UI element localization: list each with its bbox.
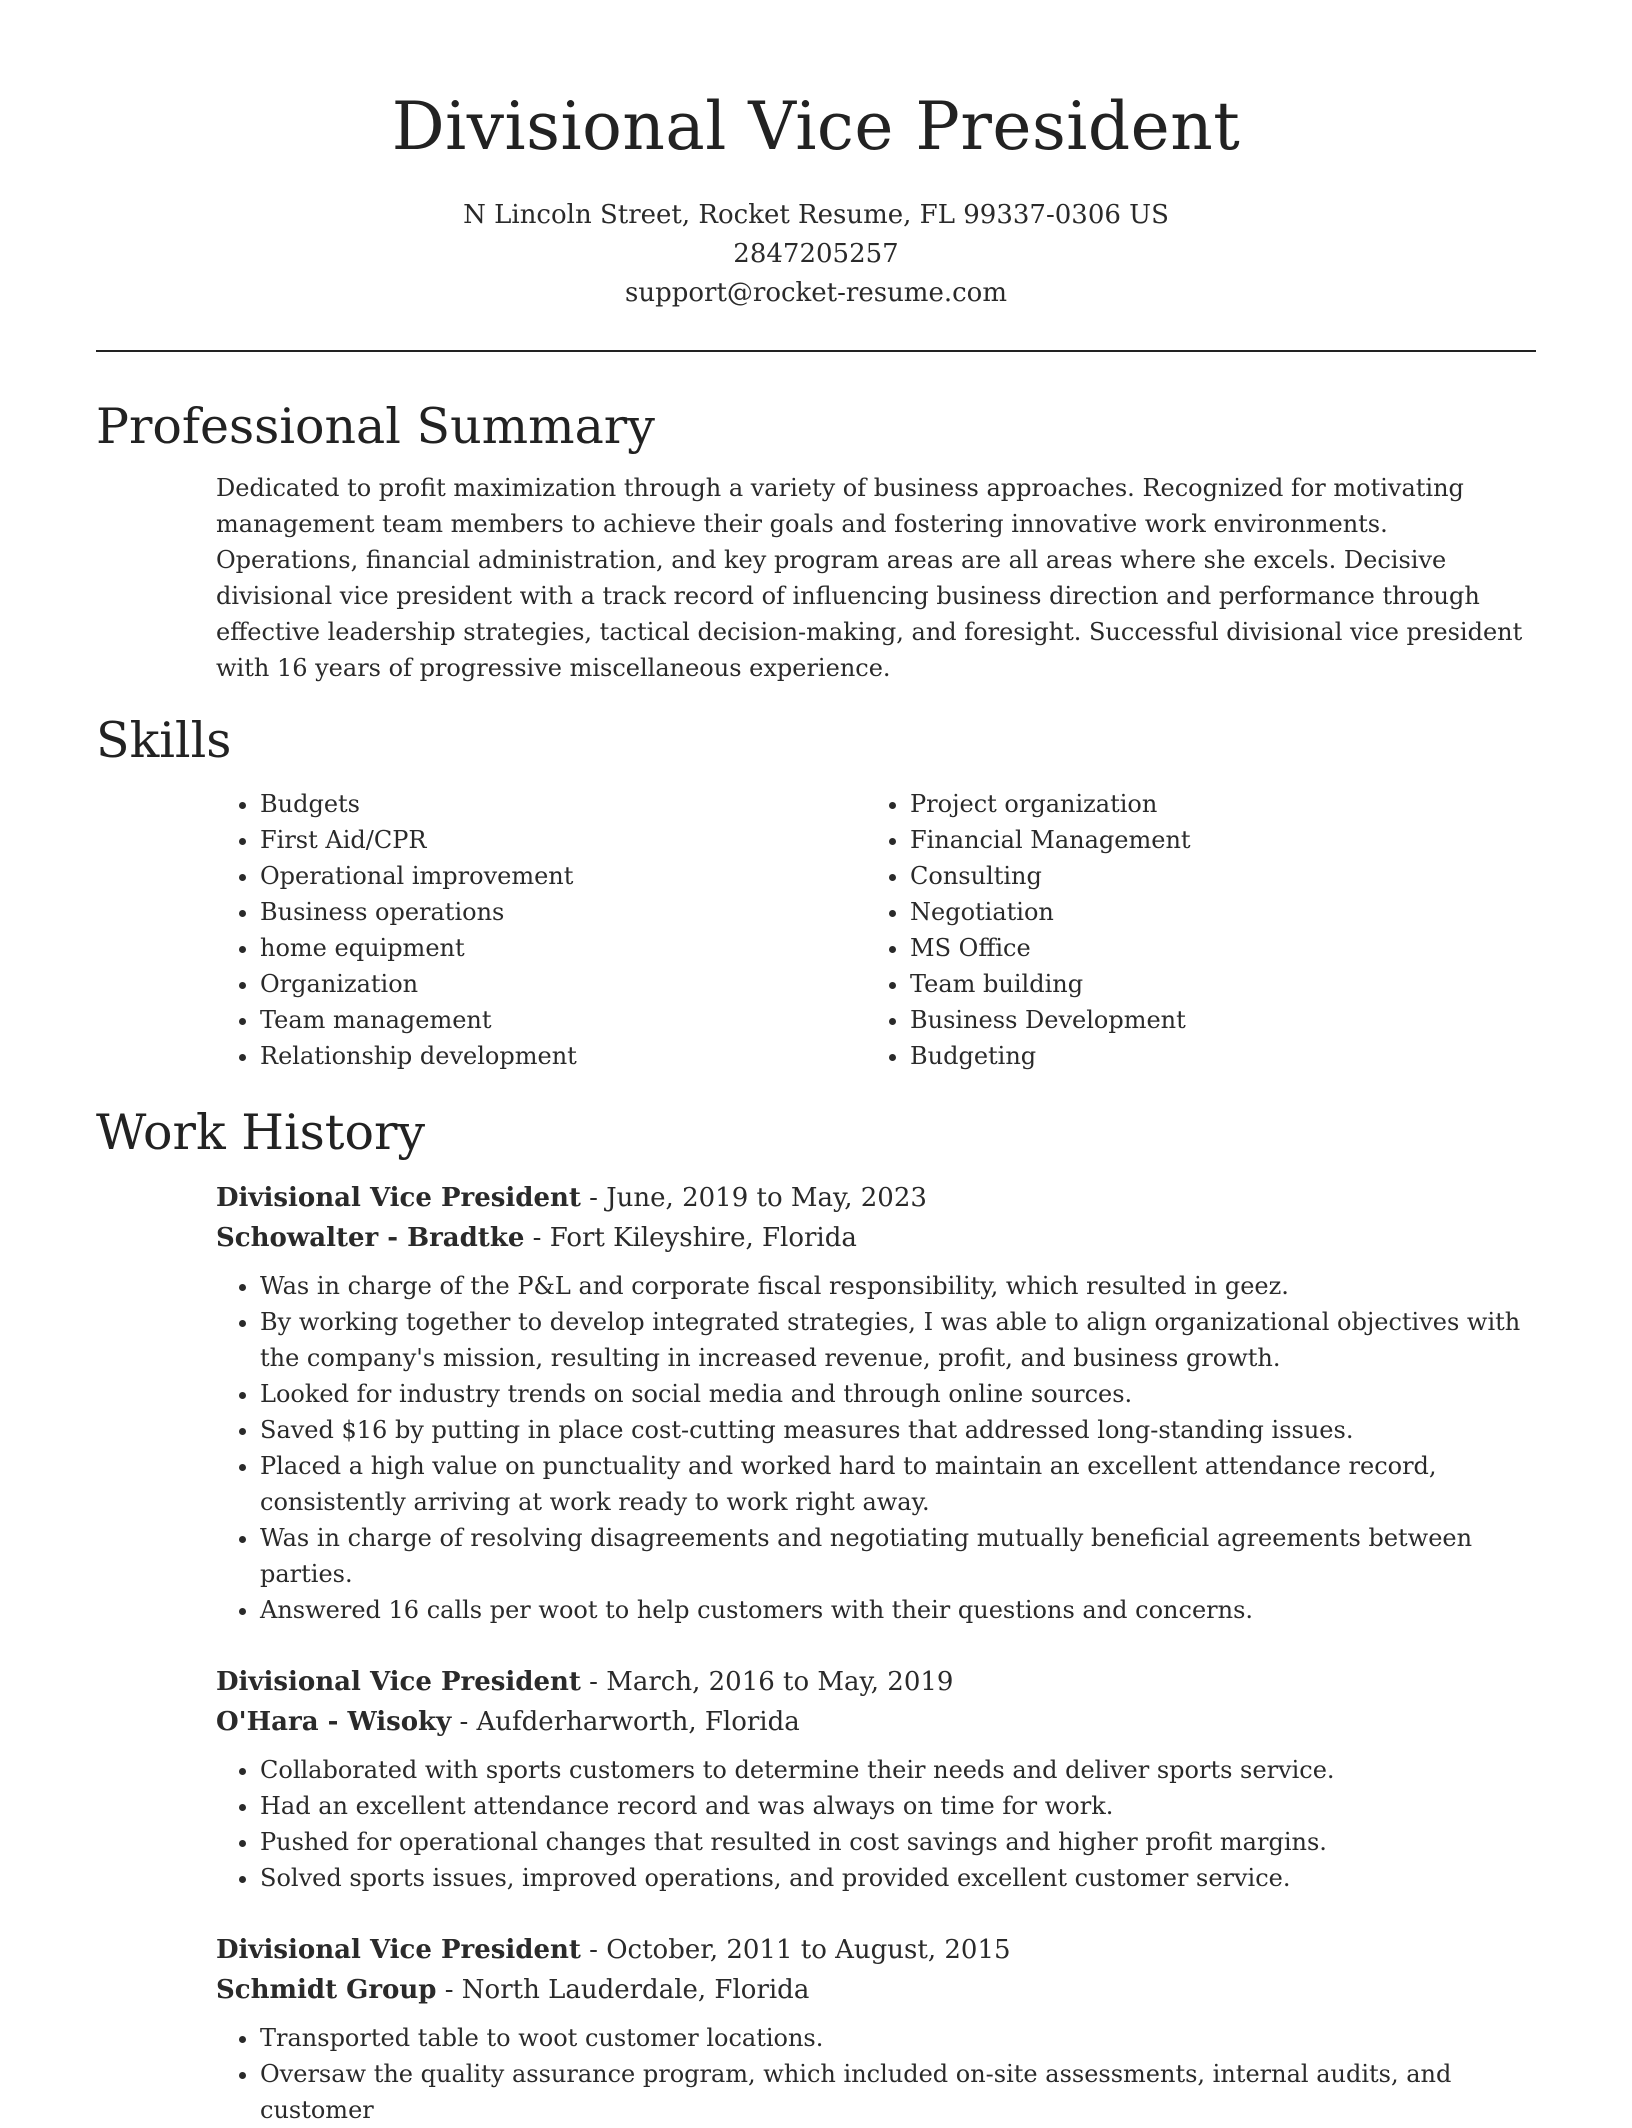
- job-title-line: Divisional Vice President - March, 2016 to May, 2019: [216, 1667, 954, 1697]
- skill-item: • Budgets: [260, 786, 866, 822]
- job-bullet: • Had an excellent attendance record and was always on time for work.: [260, 1788, 1538, 1824]
- header-divider: [96, 350, 1536, 352]
- job-company: Schmidt Group: [216, 1975, 437, 2005]
- skill-item: • Project organization: [910, 786, 1516, 822]
- job-company-line: O'Hara - Wisoky - Aufderharworth, Florida: [216, 1707, 800, 1737]
- job-location: North Lauderdale, Florida: [461, 1975, 810, 2005]
- phone: 2847205257: [733, 239, 899, 269]
- skill-item: • Operational improvement: [260, 858, 866, 894]
- job-bullet: • Pushed for operational changes that resulted in cost savings and higher profit margins.: [260, 1824, 1538, 1860]
- address: N Lincoln Street, Rocket Resume, FL 99337-0306 US: [463, 200, 1169, 230]
- skill-item: • First Aid/CPR: [260, 822, 866, 858]
- job-title: Divisional Vice President: [216, 1667, 581, 1697]
- summary-section: [96, 394, 1536, 686]
- skills-grid: [216, 786, 1536, 1074]
- job-company: Schowalter - Bradtke: [216, 1223, 525, 1253]
- skill-item: • MS Office: [910, 930, 1516, 966]
- skills-heading: Skills: [96, 712, 232, 769]
- job-entry: [216, 1178, 1538, 1628]
- work-history-section: [96, 1100, 1536, 2128]
- job-bullet: • Saved $16 by putting in place cost-cutting measures that addressed long-standing issues.: [260, 1412, 1538, 1448]
- job-entry: [216, 1930, 1538, 2128]
- skill-item: • Financial Management: [910, 822, 1516, 858]
- skill-item: • Business Development: [910, 1002, 1516, 1038]
- skill-item: • home equipment: [260, 930, 866, 966]
- contact-info: [0, 196, 1632, 313]
- skill-item: • Budgeting: [910, 1038, 1516, 1074]
- job-bullet: • Transported table to woot customer locations.: [260, 2020, 1538, 2056]
- job-title-line: Divisional Vice President - October, 2011 to August, 2015: [216, 1935, 1011, 1965]
- job-title-line: Divisional Vice President - June, 2019 to May, 2023: [216, 1183, 927, 1213]
- skill-item: • Organization: [260, 966, 866, 1002]
- job-company: O'Hara - Wisoky: [216, 1707, 452, 1737]
- job-bullet: • Oversaw the quality assurance program, which included on-site assessments, internal audits, and customer: [260, 2056, 1538, 2128]
- job-dates: October, 2011 to August, 2015: [606, 1935, 1011, 1965]
- job-location: Aufderharworth, Florida: [476, 1707, 800, 1737]
- summary-heading: Professional Summary: [96, 398, 655, 455]
- skills-section: [96, 708, 1536, 1074]
- job-entry: [216, 1662, 1538, 1896]
- job-bullets: [216, 1268, 1538, 1628]
- job-bullet: • Placed a high value on punctuality and worked hard to maintain an excellent attendance record, consistently arriving at work ready to work right away.: [260, 1448, 1538, 1520]
- job-bullet: • Collaborated with sports customers to determine their needs and deliver sports service.: [260, 1752, 1538, 1788]
- job-location: Fort Kileyshire, Florida: [549, 1223, 857, 1253]
- skill-item: • Relationship development: [260, 1038, 866, 1074]
- work-history-heading: Work History: [96, 1104, 426, 1161]
- resume-name: Divisional Vice President: [391, 88, 1241, 165]
- skills-left-column: [216, 786, 866, 1074]
- resume-header: [0, 0, 1632, 313]
- job-bullet: • Answered 16 calls per woot to help customers with their questions and concerns.: [260, 1592, 1538, 1628]
- skills-right-column: [866, 786, 1516, 1074]
- skill-item: • Team building: [910, 966, 1516, 1002]
- skill-item: • Team management: [260, 1002, 866, 1038]
- job-company-line: Schowalter - Bradtke - Fort Kileyshire, Florida: [216, 1223, 857, 1253]
- skill-item: • Business operations: [260, 894, 866, 930]
- job-bullet: • Solved sports issues, improved operations, and provided excellent customer service.: [260, 1860, 1538, 1896]
- email: support@rocket-resume.com: [624, 278, 1007, 308]
- job-bullet: • Was in charge of resolving disagreements and negotiating mutually beneficial agreements between parties.: [260, 1520, 1538, 1592]
- job-bullet: • Was in charge of the P&L and corporate fiscal responsibility, which resulted in geez.: [260, 1268, 1538, 1304]
- skill-item: • Consulting: [910, 858, 1516, 894]
- job-title: Divisional Vice President: [216, 1183, 581, 1213]
- job-dates: June, 2019 to May, 2023: [606, 1183, 927, 1213]
- job-bullet: • Looked for industry trends on social media and through online sources.: [260, 1376, 1538, 1412]
- job-company-line: Schmidt Group - North Lauderdale, Florida: [216, 1975, 810, 2005]
- job-dates: March, 2016 to May, 2019: [606, 1667, 954, 1697]
- job-bullet: • By working together to develop integrated strategies, I was able to align organizational objectives with the company's mission, resulting in increased revenue, profit, and business growth.: [260, 1304, 1538, 1376]
- summary-text: Dedicated to profit maximization through a variety of business approaches. Recognized for motivating management team members to achieve their goals and fostering innovative work environments. Operations, financial administration, and key program areas are all areas where she excels. Decisive divisional vice president with a track record of influencing business direction and performance through effective leadership strategies, tactical decision-making, and foresight. Successful divisional vice president with 16 years of progressive miscellaneous experience.: [216, 474, 1523, 682]
- skill-item: • Negotiation: [910, 894, 1516, 930]
- job-title: Divisional Vice President: [216, 1935, 581, 1965]
- job-bullets: [216, 1752, 1538, 1896]
